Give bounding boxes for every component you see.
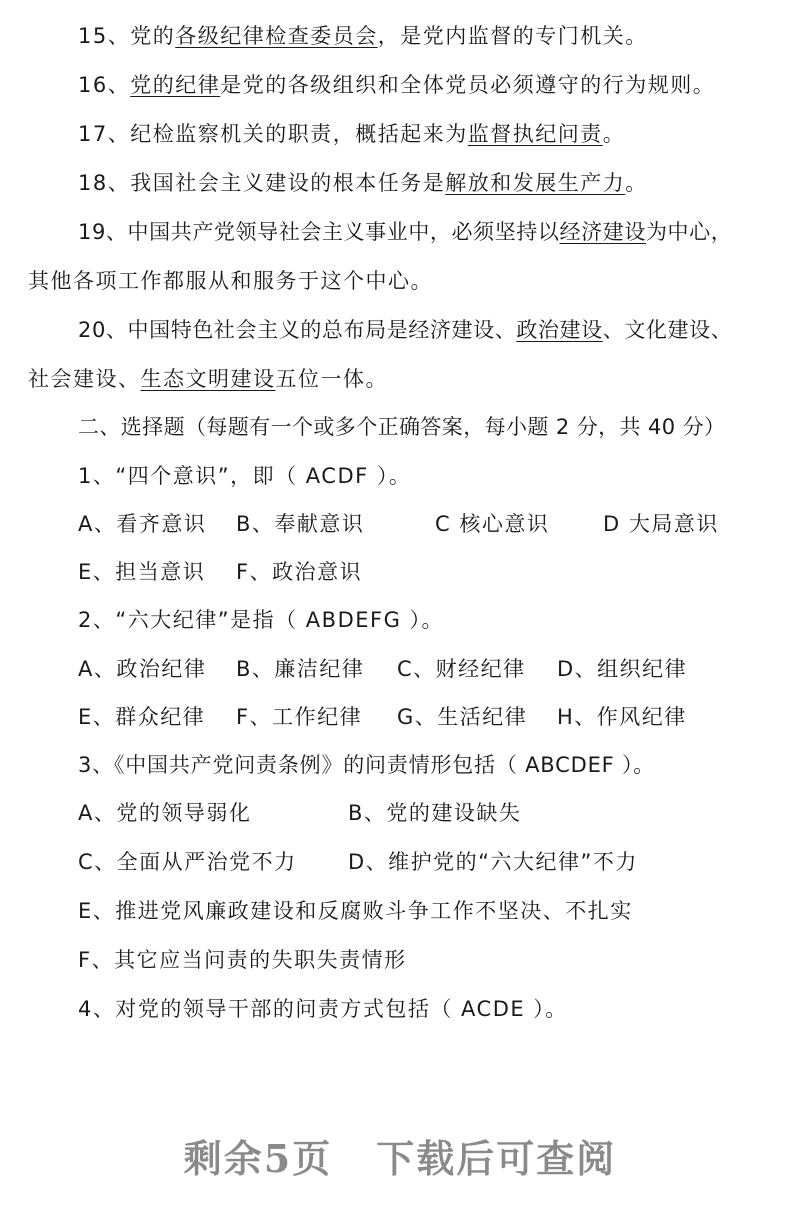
item-17 <box>78 120 625 148</box>
item-19-line-2 <box>28 267 433 295</box>
mc-2-option-h: H、作风纪律 <box>557 705 687 729</box>
item-20 <box>78 316 732 344</box>
mc-1-option-a: A、看齐意识 <box>78 512 207 536</box>
item-20-text-end: 、文化建设、 <box>602 318 733 342</box>
item-15-answer: 各级纪律检查委员会 <box>175 24 378 48</box>
mc-2-option-f: F、工作纪律 <box>236 705 363 729</box>
item-16-text: 16、 <box>78 73 131 97</box>
mc-3-option-a: A、党的领导弱化 <box>78 801 252 825</box>
item-19-text: 19、中国共产党领导社会主义事业中，必须坚持以 <box>78 220 560 244</box>
item-17-text: 17、纪检监察机关的职责，概括起来为 <box>78 122 468 146</box>
item-20-text: 20、中国特色社会主义的总布局是经济建设、 <box>78 318 517 342</box>
mc-1-option-e: E、担当意识 <box>78 560 206 584</box>
item-17-text-end: 。 <box>602 122 626 146</box>
item-15 <box>78 22 648 50</box>
mc-1-option-f: F、政治意识 <box>236 560 363 584</box>
mc-question-3 <box>78 751 655 779</box>
mc-question-2 <box>78 606 444 634</box>
mc-2-option-e: E、群众纪律 <box>78 705 206 729</box>
download-to-view-text: 下载后可查阅 <box>376 1136 617 1181</box>
item-18-text-end: 。 <box>625 171 648 195</box>
item-18-answer: 解放和发展生产力 <box>445 171 626 195</box>
item-20-answer: 政治建设 <box>516 318 603 342</box>
mc-question-4 <box>78 995 568 1023</box>
item-20-line-2 <box>28 365 388 393</box>
mc-2-option-b: B、廉洁纪律 <box>236 657 365 681</box>
mc-question-1-stem: 1、“四个意识”，即（ ACDF ）。 <box>78 464 412 488</box>
item-19-continuation: 其他各项工作都服从和服务于这个中心。 <box>28 269 433 293</box>
mc-1-option-b: B、奉献意识 <box>236 512 365 536</box>
item-16-text-end: 是党的各级组织和全体党员必须遵守的行为规则。 <box>220 73 716 97</box>
item-19-text-end: 为中心， <box>645 220 733 244</box>
item-20-continuation: 社会建设、 <box>28 367 141 391</box>
item-15-text: 15、党的 <box>78 24 176 48</box>
mc-1-option-d: D 大局意识 <box>603 512 719 536</box>
item-15-text-end: ，是党内监督的专门机关。 <box>377 24 648 48</box>
item-19-answer: 经济建设 <box>559 220 646 244</box>
mc-3-option-d: D、维护党的“六大纪律”不力 <box>348 850 638 874</box>
item-20-continuation-end: 五位一体。 <box>275 367 388 391</box>
item-16-answer: 党的纪律 <box>130 73 221 97</box>
mc-2-option-a: A、政治纪律 <box>78 657 207 681</box>
mc-1-option-c: C 核心意识 <box>435 512 550 536</box>
mc-2-option-d: D、组织纪律 <box>557 657 688 681</box>
item-19 <box>78 218 732 246</box>
section-2-heading <box>78 413 725 441</box>
mc-3-option-b: B、党的建设缺失 <box>348 801 522 825</box>
mc-question-2-stem: 2、“六大纪律”是指（ ABDEFG ）。 <box>78 608 445 632</box>
preview-limit-banner <box>0 1128 800 1183</box>
item-18-text: 18、我国社会主义建设的根本任务是 <box>78 171 446 195</box>
mc-3-option-c: C、全面从严治党不力 <box>78 850 297 874</box>
section-2-heading-text: 二、选择题（每题有一个或多个正确答案，每小题 2 分，共 40 分） <box>78 415 726 439</box>
item-17-answer: 监督执纪问责 <box>467 122 603 146</box>
mc-question-4-stem: 4、对党的领导干部的问责方式包括（ ACDE ）。 <box>78 997 568 1021</box>
item-20-answer-2: 生态文明建设 <box>140 367 276 391</box>
remaining-pages-text: 剩余5页 <box>183 1136 333 1181</box>
item-16 <box>78 71 715 99</box>
item-18 <box>78 169 648 197</box>
mc-3-option-f: F、其它应当问责的失职失责情形 <box>78 948 407 972</box>
mc-question-3-stem: 3、《中国共产党问责条例》的问责情形包括（ ABCDEF ）。 <box>78 753 656 777</box>
mc-2-option-g: G、生活纪律 <box>397 705 528 729</box>
mc-2-option-c: C、财经纪律 <box>397 657 526 681</box>
mc-3-option-e: E、推进党风廉政建设和反腐败斗争工作不坚决、不扎实 <box>78 899 633 923</box>
mc-question-1 <box>78 462 411 490</box>
